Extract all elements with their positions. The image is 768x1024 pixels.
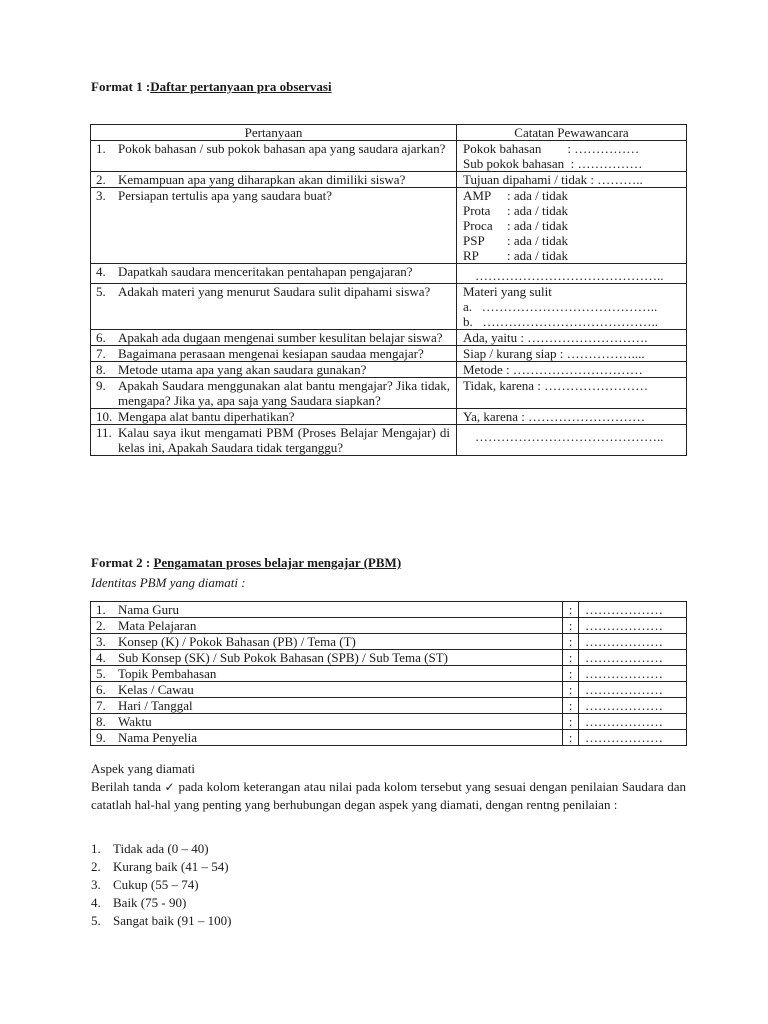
header-catatan: Catatan Pewawancara [457, 125, 687, 141]
item-number: 4. [96, 650, 106, 665]
list-item [91, 894, 231, 912]
table-row [91, 409, 687, 425]
answer-cell[interactable] [457, 264, 687, 284]
item-number: 3. [96, 634, 106, 649]
question-cell [91, 141, 457, 172]
list-text: Tidak ada (0 – 40) [113, 841, 209, 856]
identity-label [91, 650, 563, 666]
answer-line: Tujuan dipahami / tidak : ……….. [463, 172, 643, 187]
answer-line: Prota : ada / tidak [463, 203, 569, 218]
table-row [91, 425, 687, 456]
item-number: 5. [96, 666, 106, 681]
question-number: 1. [96, 141, 106, 156]
table-row [91, 650, 687, 666]
answer-line: …………………………………….. [475, 429, 664, 444]
item-label: Nama Penyelia [118, 730, 198, 745]
question-cell [91, 264, 457, 284]
question-number: 9. [96, 378, 106, 393]
format1-heading [91, 79, 332, 95]
question-number: 11. [96, 425, 112, 440]
answer-line: Siap / kurang siap : …………….... [463, 346, 645, 361]
answer-line: RP : ada / tidak [463, 248, 569, 263]
answer-line: Proca : ada / tidak [463, 218, 569, 233]
format1-title: Daftar pertanyaan pra observasi [150, 79, 332, 94]
item-label: Sub Konsep (SK) / Sub Pokok Bahasan (SPB) / Sub Tema (ST) [118, 650, 448, 665]
item-label: Konsep (K) / Pokok Bahasan (PB) / Tema (T) [118, 634, 356, 649]
answer-cell[interactable] [457, 188, 687, 264]
aspek-instructions [91, 778, 686, 814]
aspek-heading: Aspek yang diamati [91, 761, 195, 776]
pbm-identity-table [90, 601, 687, 746]
list-text: Sangat baik (91 – 100) [113, 913, 232, 928]
pre-observation-table [90, 124, 687, 456]
colon-cell: : [563, 682, 579, 698]
colon-cell: : [563, 698, 579, 714]
list-item [91, 876, 231, 894]
list-number: 2. [91, 859, 101, 874]
format2-title: Pengamatan proses belajar mengajar (PBM) [153, 555, 402, 570]
identity-label [91, 730, 563, 746]
identity-value-field[interactable]: ……………… [579, 650, 687, 666]
identity-label [91, 682, 563, 698]
identity-value-field[interactable]: ……………… [579, 602, 687, 618]
header-pertanyaan: Pertanyaan [91, 125, 457, 141]
table-row [91, 666, 687, 682]
answer-line: Sub pokok bahasan : …………… [463, 156, 643, 171]
answer-cell[interactable] [457, 362, 687, 378]
answer-cell[interactable] [457, 425, 687, 456]
pre-observation-body [91, 141, 687, 456]
question-cell [91, 362, 457, 378]
colon-cell: : [563, 602, 579, 618]
identity-label [91, 698, 563, 714]
table-row [91, 264, 687, 284]
table-row [91, 188, 687, 264]
table-row [91, 284, 687, 330]
table-row [91, 682, 687, 698]
list-text: Kurang baik (41 – 54) [113, 859, 229, 874]
table-row [91, 330, 687, 346]
answer-cell[interactable] [457, 284, 687, 330]
list-item [91, 912, 231, 930]
table-row [91, 602, 687, 618]
question-text: Pokok bahasan / sub pokok bahasan apa yang saudara ajarkan? [118, 141, 446, 156]
table-row [91, 378, 687, 409]
identity-value-field[interactable]: ……………… [579, 618, 687, 634]
table-row [91, 714, 687, 730]
item-number: 9. [96, 730, 106, 745]
question-cell [91, 284, 457, 330]
format2-heading [91, 555, 401, 571]
rating-scale-list [91, 840, 231, 930]
colon-cell: : [563, 666, 579, 682]
item-number: 8. [96, 714, 106, 729]
question-cell [91, 172, 457, 188]
question-cell [91, 409, 457, 425]
answer-line: Metode : ………………………… [463, 362, 643, 377]
table-row [91, 362, 687, 378]
answer-line: Tidak, karena : …………………… [463, 378, 649, 393]
list-item [91, 840, 231, 858]
question-text: Dapatkah saudara menceritakan pentahapan pengajaran? [118, 264, 413, 279]
question-text: Kemampuan apa yang diharapkan akan dimiliki siswa? [118, 172, 406, 187]
question-cell [91, 378, 457, 409]
checkmark-icon: ✓ [164, 780, 175, 794]
question-number: 3. [96, 188, 106, 203]
question-text: Apakah Saudara menggunakan alat bantu mengajar? Jika tidak, mengapa? Jika ya, apa saja yang Saudara siapkan? [118, 378, 450, 408]
colon-cell: : [563, 714, 579, 730]
identity-value-field[interactable]: ……………… [579, 634, 687, 650]
colon-cell: : [563, 650, 579, 666]
answer-cell[interactable] [457, 172, 687, 188]
question-text: Kalau saya ikut mengamati PBM (Proses Belajar Mengajar) di kelas ini, Apakah Saudara tidak terganggu? [118, 425, 450, 455]
identity-label [91, 634, 563, 650]
format2-prefix: Format 2 : [91, 555, 151, 570]
question-text: Metode utama apa yang akan saudara gunakan? [118, 362, 367, 377]
instruction-text-start: Berilah tanda [91, 779, 161, 794]
question-number: 7. [96, 346, 106, 361]
pbm-identity-body [91, 602, 687, 746]
table-row [91, 730, 687, 746]
answer-line: Ya, karena : ……………………… [463, 409, 646, 424]
list-number: 4. [91, 895, 101, 910]
item-number: 1. [96, 602, 106, 617]
item-number: 7. [96, 698, 106, 713]
item-label: Hari / Tanggal [118, 698, 193, 713]
question-text: Bagaimana perasaan mengenai kesiapan saudaa mengajar? [118, 346, 424, 361]
table-row [91, 141, 687, 172]
identity-label [91, 666, 563, 682]
question-cell [91, 346, 457, 362]
table-row [91, 346, 687, 362]
question-text: Persiapan tertulis apa yang saudara buat? [118, 188, 333, 203]
list-number: 1. [91, 841, 101, 856]
list-number: 5. [91, 913, 101, 928]
identity-value-field[interactable]: ……………… [579, 698, 687, 714]
identity-label [91, 714, 563, 730]
table-row [91, 634, 687, 650]
answer-cell[interactable] [457, 346, 687, 362]
identity-value-field[interactable]: ……………… [579, 666, 687, 682]
identity-value-field[interactable]: ……………… [579, 730, 687, 746]
question-number: 2. [96, 172, 106, 187]
table-row [91, 698, 687, 714]
instruction-text-end: pada kolom keterangan atau nilai pada kolom tersebut yang sesuai dengan penilaian Saudara dan catatlah hal-hal yang penting yang berhubungan degan aspek yang diamati, dengan rentng penilaian : [91, 779, 687, 812]
question-cell [91, 425, 457, 456]
answer-cell[interactable] [457, 409, 687, 425]
question-number: 4. [96, 264, 106, 279]
question-text: Mengapa alat bantu diperhatikan? [118, 409, 295, 424]
answer-line: …………………………………….. [475, 268, 664, 283]
format1-prefix: Format 1 : [91, 79, 151, 94]
question-text: Adakah materi yang menurut Saudara sulit dipahami siswa? [118, 284, 431, 299]
item-label: Mata Pelajaran [118, 618, 197, 633]
list-number: 3. [91, 877, 101, 892]
colon-cell: : [563, 634, 579, 650]
answer-line: Ada, yaitu : ………………………. [463, 330, 648, 345]
answer-cell[interactable] [457, 330, 687, 346]
item-number: 6. [96, 682, 106, 697]
question-text: Apakah ada dugaan mengenai sumber kesulitan belajar siswa? [118, 330, 443, 345]
colon-cell: : [563, 730, 579, 746]
list-text: Cukup (55 – 74) [113, 877, 199, 892]
list-item [91, 858, 231, 876]
answer-line: b. ………………………………….. [463, 314, 658, 329]
format2-subtitle: Identitas PBM yang diamati : [91, 575, 246, 590]
answer-line: Materi yang sulit [463, 284, 552, 299]
table-row [91, 172, 687, 188]
table-row [91, 618, 687, 634]
question-number: 8. [96, 362, 106, 377]
question-number: 6. [96, 330, 106, 345]
question-number: 10. [96, 409, 113, 424]
item-label: Kelas / Cawau [118, 682, 194, 697]
answer-line: AMP : ada / tidak [463, 188, 569, 203]
answer-cell[interactable] [457, 141, 687, 172]
answer-cell[interactable] [457, 378, 687, 409]
answer-line: PSP : ada / tidak [463, 233, 569, 248]
item-label: Nama Guru [118, 602, 180, 617]
identity-value-field[interactable]: ……………… [579, 682, 687, 698]
question-cell [91, 188, 457, 264]
table-header-row [91, 125, 687, 141]
identity-label [91, 618, 563, 634]
identity-value-field[interactable]: ……………… [579, 714, 687, 730]
item-label: Waktu [118, 714, 152, 729]
item-label: Topik Pembahasan [118, 666, 217, 681]
answer-line: a. ………………………………….. [463, 299, 658, 314]
question-cell [91, 330, 457, 346]
question-number: 5. [96, 284, 106, 299]
list-text: Baik (75 - 90) [113, 895, 187, 910]
identity-label [91, 602, 563, 618]
colon-cell: : [563, 618, 579, 634]
item-number: 2. [96, 618, 106, 633]
answer-line: Pokok bahasan : …………… [463, 141, 640, 156]
